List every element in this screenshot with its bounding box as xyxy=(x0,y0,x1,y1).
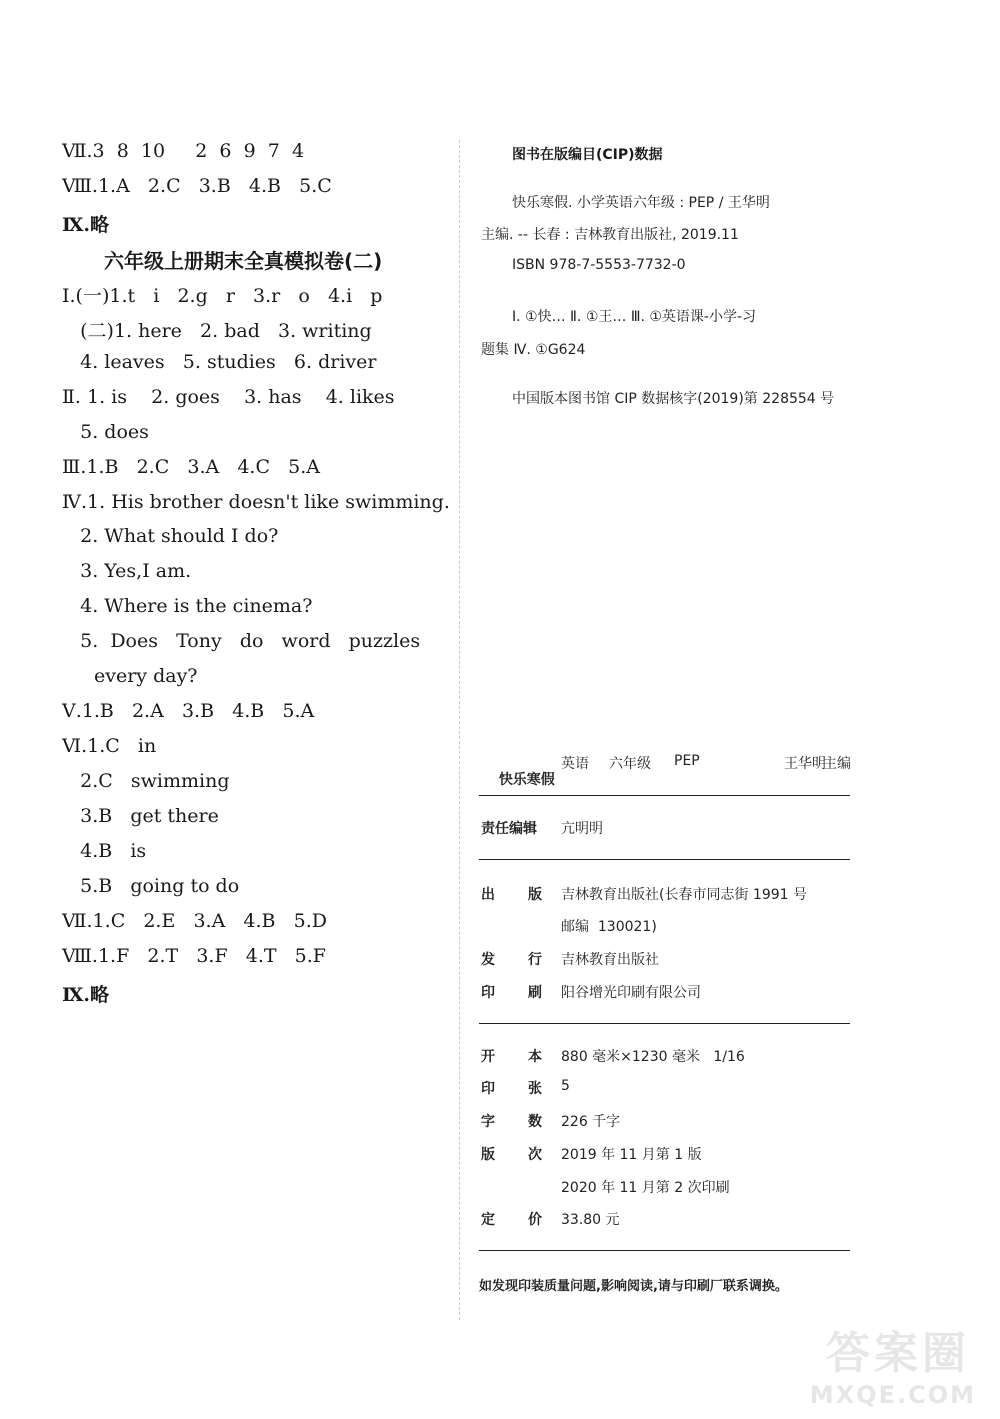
cip-line: 主编. -- 长春 : 吉林教育出版社, 2019.11 xyxy=(481,227,739,243)
issue-label-1: 发 xyxy=(481,952,495,968)
divider-line xyxy=(479,1023,850,1024)
divider-line xyxy=(479,795,850,796)
answer-line: 2.C swimming xyxy=(62,770,230,792)
issue-label-2: 行 xyxy=(528,952,542,968)
book-subject: 英语 xyxy=(561,756,589,772)
words-value: 226 千字 xyxy=(561,1114,621,1130)
price-label-2: 价 xyxy=(528,1212,542,1228)
editor-value: 亢明明 xyxy=(561,821,603,837)
answer-line: 4. Where is the cinema? xyxy=(62,595,313,617)
section-title: 六年级上册期末全真模拟卷(二) xyxy=(104,249,383,273)
quality-notice: 如发现印装质量问题,影响阅读,请与印刷厂联系调换。 xyxy=(479,1279,788,1294)
cip-line: 中国版本图书馆 CIP 数据核字(2019)第 228554 号 xyxy=(512,391,835,407)
price-label-1: 定 xyxy=(481,1212,495,1228)
answer-line: 4.B is xyxy=(62,840,147,862)
answer-line: Ⅶ.1.C 2.E 3.A 4.B 5.D xyxy=(62,910,327,932)
format-label-2: 本 xyxy=(528,1049,542,1065)
publisher-value-2: 邮编 130021) xyxy=(561,919,657,935)
answer-line: 5. Does Tony do word puzzles xyxy=(62,630,421,652)
answer-line: Ⅳ.1. His brother doesn't like swimming. xyxy=(62,491,450,513)
sheets-value: 5 xyxy=(561,1078,570,1094)
sheets-label-2: 张 xyxy=(528,1081,542,1097)
edition-label-2: 次 xyxy=(528,1147,542,1163)
print-value: 阳谷增光印刷有限公司 xyxy=(561,985,701,1001)
divider-line xyxy=(479,1250,850,1251)
answer-line: Ⅷ.1.F 2.T 3.F 4.T 5.F xyxy=(62,945,326,967)
words-label-1: 字 xyxy=(481,1114,495,1130)
answer-line: Ⅴ.1.B 2.A 3.B 4.B 5.A xyxy=(62,700,315,722)
publisher-label-1: 出 xyxy=(481,887,495,903)
sheets-label-1: 印 xyxy=(481,1081,495,1097)
answer-line: 3.B get there xyxy=(62,805,219,827)
cip-line: ISBN 978-7-5553-7732-0 xyxy=(512,257,686,273)
book-name: 快乐寒假 xyxy=(498,772,555,788)
column-divider xyxy=(459,140,460,1320)
answer-line: every day? xyxy=(94,665,198,687)
cip-line: 题集 Ⅳ. ①G624 xyxy=(481,342,586,358)
edition-label-1: 版 xyxy=(481,1147,495,1163)
answer-line: Ⅸ.略 xyxy=(62,984,110,1006)
format-value: 880 毫米×1230 毫米 1/16 xyxy=(561,1049,745,1065)
answer-line: Ⅷ.1.A 2.C 3.B 4.B 5.C xyxy=(62,175,332,197)
book-line xyxy=(481,753,555,805)
answer-line: 2. What should I do? xyxy=(62,525,279,547)
issue-value: 吉林教育出版社 xyxy=(561,952,659,968)
watermark-url: MXQE.COM xyxy=(809,1381,976,1409)
answer-line: Ⅲ.1.B 2.C 3.A 4.C 5.A xyxy=(62,456,320,478)
format-label-1: 开 xyxy=(481,1049,495,1065)
print-label-2: 刷 xyxy=(528,985,542,1001)
cip-line: Ⅰ. ①快… Ⅱ. ①王… Ⅲ. ①英语课-小学-习 xyxy=(512,309,757,325)
divider-line xyxy=(479,859,850,860)
words-label-2: 数 xyxy=(528,1114,542,1130)
book-editor: 王华明 xyxy=(784,756,826,772)
book-editor-role: 主编 xyxy=(823,756,851,772)
edition-value-2: 2020 年 11 月第 2 次印刷 xyxy=(561,1180,730,1196)
answer-line: Ⅱ. 1. is 2. goes 3. has 4. likes xyxy=(62,386,395,408)
answer-line: 5. does xyxy=(62,421,149,443)
editor-label: 责任编辑 xyxy=(481,821,537,837)
answer-line: 3. Yes,I am. xyxy=(62,560,192,582)
answer-line: 4. leaves 5. studies 6. driver xyxy=(62,351,377,373)
answer-line: (二)1. here 2. bad 3. writing xyxy=(62,320,372,342)
publisher-value: 吉林教育出版社(长春市同志街 1991 号 xyxy=(561,887,807,903)
answer-line: Ⅵ.1.C in xyxy=(62,735,157,757)
print-label-1: 印 xyxy=(481,985,495,1001)
answer-line: Ⅶ.3 8 10 2 6 9 7 4 xyxy=(62,140,305,162)
answer-line: Ⅸ.略 xyxy=(62,214,110,236)
book-grade: 六年级 xyxy=(609,756,651,772)
watermark-logo: 答案圈 xyxy=(826,1328,970,1379)
cip-title: 图书在版编目(CIP)数据 xyxy=(512,147,663,163)
edition-value: 2019 年 11 月第 1 版 xyxy=(561,1147,702,1163)
answer-line: 5.B going to do xyxy=(62,875,240,897)
price-value: 33.80 元 xyxy=(561,1212,620,1228)
cip-line: 快乐寒假. 小学英语六年级 : PEP / 王华明 xyxy=(512,195,770,211)
publisher-label-2: 版 xyxy=(528,887,542,903)
book-edition: PEP xyxy=(674,753,700,769)
answer-line: Ⅰ.(一)1.t i 2.g r 3.r o 4.i p xyxy=(62,285,383,307)
